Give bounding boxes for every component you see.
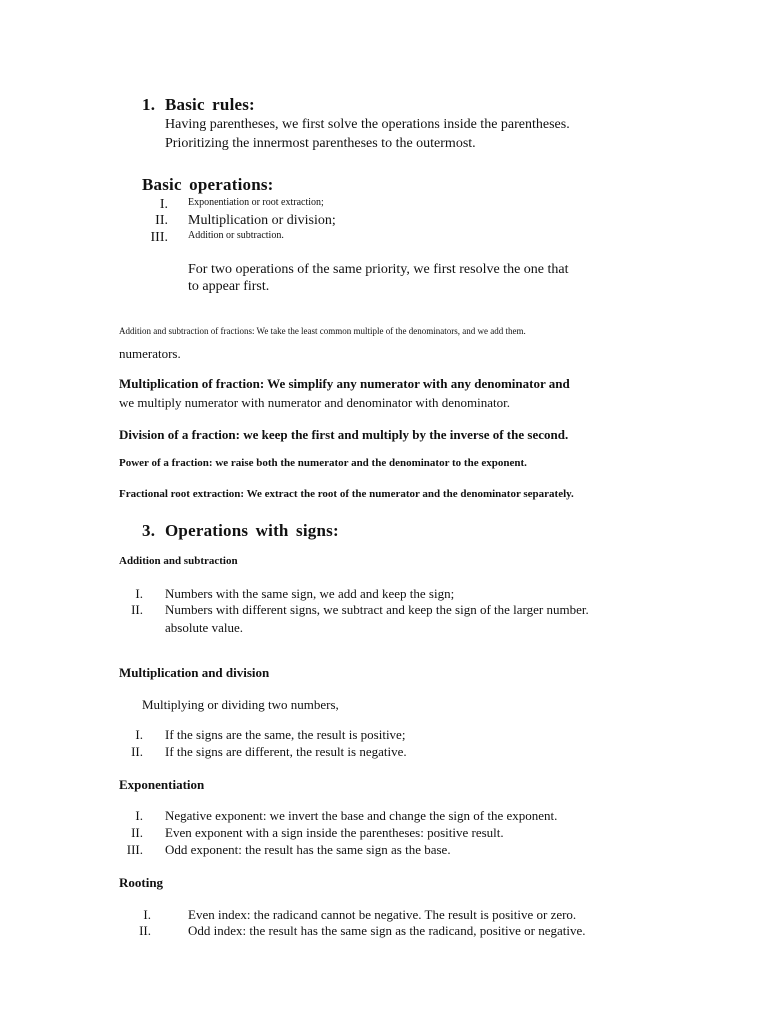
- multdiv-num-2: II.: [131, 744, 143, 759]
- fraction-division: Division of a fraction: we keep the first and multiply by the inverse of the second.: [119, 427, 569, 442]
- priority-note-line-2: to appear first.: [188, 279, 270, 294]
- fraction-multiplication-line-1: Multiplication of fraction: We simplify any numerator with any denominator and: [119, 376, 570, 391]
- addsub-heading: Addition and subtraction: [119, 555, 238, 567]
- section3-title: Operations with signs:: [165, 521, 339, 540]
- exponent-num-1: I.: [135, 808, 143, 823]
- section1-line-1: Having parentheses, we first solve the operations inside the parentheses.: [165, 117, 570, 132]
- section3-number: 3.: [142, 521, 156, 540]
- addsub-continuation: absolute value.: [165, 620, 243, 635]
- basic-operations-title: Basic operations:: [142, 175, 274, 194]
- multdiv-num-1: I.: [135, 727, 143, 742]
- exponent-text-3: Odd exponent: the result has the same sign as the base.: [165, 842, 451, 857]
- exponent-text-2: Even exponent with a sign inside the parentheses: positive result.: [165, 825, 504, 840]
- section1-number: 1.: [142, 95, 156, 114]
- addsub-num-2: II.: [131, 602, 143, 617]
- basic-op-text-1: Exponentiation or root extraction;: [188, 197, 324, 208]
- addsub-num-1: I.: [135, 586, 143, 601]
- addsub-text-1: Numbers with the same sign, we add and keep the sign;: [165, 586, 455, 601]
- multdiv-text-2: If the signs are different, the result is negative.: [165, 744, 407, 759]
- priority-note-line-1: For two operations of the same priority, we first resolve the one that: [188, 262, 569, 277]
- addsub-text-2: Numbers with different signs, we subtract and keep the sign of the larger number.: [165, 602, 589, 617]
- basic-op-num-1: I.: [159, 197, 168, 212]
- basic-op-text-3: Addition or subtraction.: [188, 230, 284, 241]
- rooting-heading: Rooting: [119, 875, 164, 890]
- exponent-num-3: III.: [126, 842, 143, 857]
- rooting-text-2: Odd index: the result has the same sign as the radicand, positive or negative.: [188, 923, 586, 938]
- multdiv-intro: Multiplying or dividing two numbers,: [142, 697, 339, 712]
- multdiv-heading: Multiplication and division: [119, 665, 270, 680]
- basic-op-num-2: II.: [155, 213, 168, 228]
- section1-line-2: Prioritizing the innermost parentheses to the outermost.: [165, 136, 476, 151]
- rooting-text-1: Even index: the radicand cannot be negative. The result is positive or zero.: [188, 907, 577, 922]
- multdiv-text-1: If the signs are the same, the result is positive;: [165, 727, 406, 742]
- fraction-multiplication-line-2: we multiply numerator with numerator and denominator with denominator.: [119, 395, 510, 410]
- exponent-heading: Exponentiation: [119, 777, 205, 792]
- fraction-addition-line-2: numerators.: [119, 346, 181, 361]
- fraction-power: Power of a fraction: we raise both the numerator and the denominator to the exponent.: [119, 457, 527, 469]
- basic-op-num-3: III.: [150, 230, 168, 245]
- basic-op-text-2: Multiplication or division;: [188, 213, 336, 228]
- rooting-num-2: II.: [139, 923, 151, 938]
- exponent-num-2: II.: [131, 825, 143, 840]
- fraction-addition-line-1: Addition and subtraction of fractions: We take the least common multiple of the denominators, and we add them.: [119, 326, 526, 336]
- section1-title: Basic rules:: [165, 95, 255, 114]
- exponent-text-1: Negative exponent: we invert the base and change the sign of the exponent.: [165, 808, 558, 823]
- fraction-root: Fractional root extraction: We extract the root of the numerator and the denominator separately.: [119, 488, 574, 500]
- rooting-num-1: I.: [143, 907, 151, 922]
